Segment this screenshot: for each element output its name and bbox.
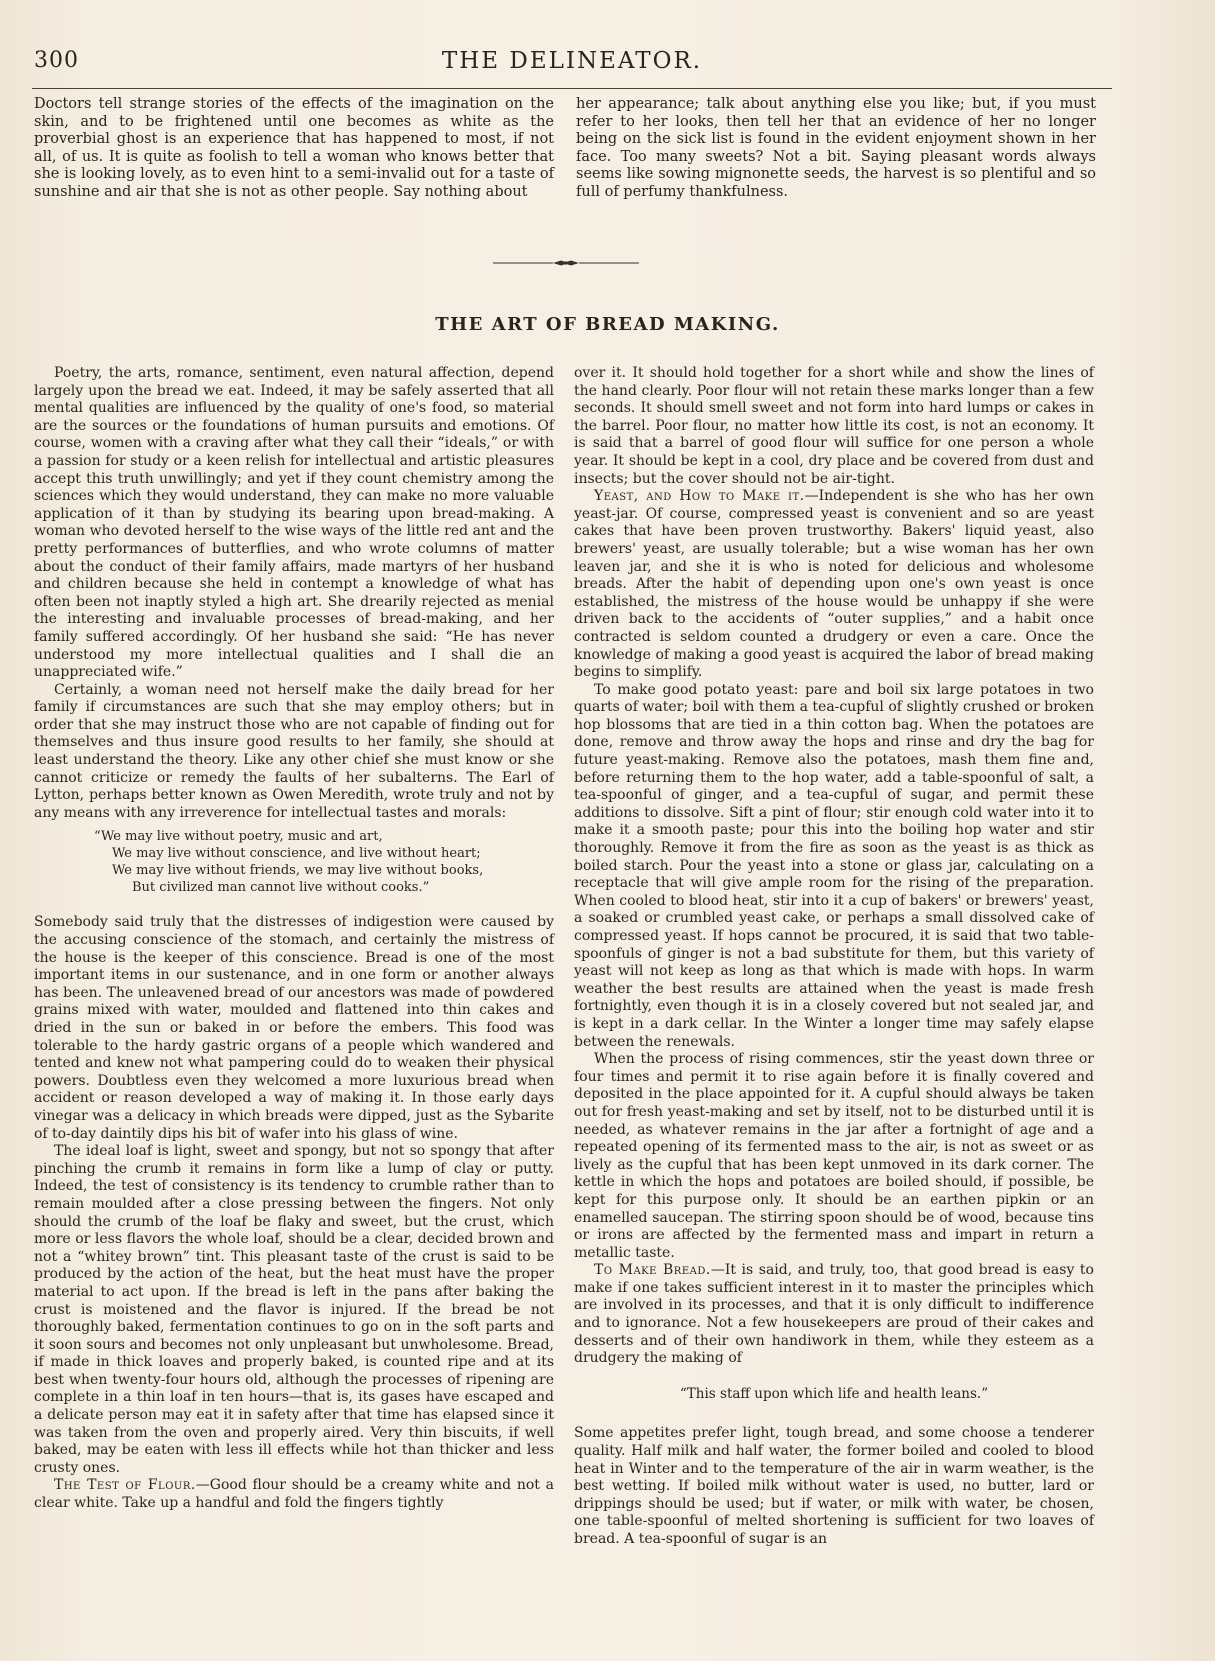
paragraph: To make good potato yeast: pare and boil six large potatoes in two quarts of water; boil with them a tea-cupful of slightly crushed or broken hop blossoms that are tied in a thin cotton bag. When the potatoes are done, remove and throw away the hops and rinse and dry the bag for future yeast-making. Remove also the potatoes, mash them fine and, before returning them to the hop water, add a table-spoonful of salt, a tea-spoonful of ginger, and a tea-cupful of sugar, and permit these additions to dissolve. Sift a pint of flour; stir enough cold water into it to make it a smooth paste; pour this into the boiling hop water and stir thoroughly. Remove it from the fire as soon as the yeast is as thick as boiled starch. Pour the yeast into a stone or glass jar, calculating on a receptacle that will give ample room for the rising of the preparation. When cooled to blood heat, stir into it a cup of bakers' or brewers' yeast, a soaked or crumbled yeast cake, or perhaps a small dissolved cake of compressed yeast. If hops cannot be procured, it is said that two table-spoonfuls of ginger is not a bad substitute for them, but this variety of yeast will not keep as long as that which is made with hops. In warm weather the best results are attained when the yeast is made fresh fortnightly, even though it is in a closely covered but not sealed jar, and is kept in a dark cellar. In the Winter a longer time may safely elapse between the renewals. <box>574 681 1094 1050</box>
poem-quote <box>94 828 554 896</box>
page-header <box>32 48 1112 89</box>
article-left-column <box>34 365 554 1513</box>
paragraph: To Make Bread.—It is said, and truly, too, that good bread is easy to make if one takes sufficient interest in it to master the principles which are involved in its processes, and that it is only difficult to indifference and to ignorance. Not a few housekeepers are proud of their cakes and desserts and of their own handiwork in them, while they esteem as a drudgery the making of <box>574 1262 1094 1367</box>
subsection-heading: To Make Bread. <box>594 1262 711 1279</box>
block-quote: “This staff upon which life and health leans.” <box>679 1385 989 1402</box>
article-title: THE ART OF BREAD MAKING. <box>435 314 780 335</box>
paragraph: over it. It should hold together for a short while and show the lines of the hand clearly. Poor flour will not retain these marks longer than a few seconds. It should smell sweet and not form into hard lumps or cakes in the barrel. Poor flour, no matter how little its cost, is not an economy. It is said that a barrel of good flour will suffice for one person a whole year. It should be kept in a cool, dry place and be covered from dust and insects; but the cover should not be air-tight. <box>574 365 1094 487</box>
paragraph: Somebody said truly that the distresses of indigestion were caused by the accusing conscience of the stomach, and certainly the mistress of the house is the keeper of this conscience. Bread is one of the most important items in our sustenance, and in one form or another always has been. The unleavened bread of our ancestors was made of powdered grains mixed with water, moulded and flattened into thin cakes and dried in the sun or baked in or before the embers. This food was tolerable to the hardy gastric organs of a people which wandered and tented and knew not what pampering could do to weaken their physical powers. Doubtless even they welcomed a more luxurious bread when accident or reason developed a way of making it. In those early days vinegar was a delicacy in which breads were dipped, just as the Sybarite of to-day daintily dips his bit of wafer into his glass of wine. <box>34 914 554 1142</box>
poem-line: “We may live without poetry, music and art, <box>94 829 383 845</box>
top-right-column <box>576 96 1096 202</box>
paragraph: Certainly, a woman need not herself make the daily bread for her family if circumstances are such that she may employ others; but in order that she may instruct those who are not capable of finding out for themselves and thus insure good results to her family, she should at least understand the theory. Like any other chief she must know or she cannot criticize or remedy the faults of her subalterns. The Earl of Lytton, perhaps better known as Owen Meredith, wrote truly and not by any means with any irreverence for intellectual tastes and morals: <box>34 681 554 821</box>
subsection-heading: Yeast, and How to Make it. <box>594 488 805 505</box>
top-left-column <box>34 96 554 202</box>
poem-line: We may live without friends, we may live without books, <box>112 863 484 879</box>
paragraph: Poetry, the arts, romance, sentiment, even natural affection, depend largely upon the bread we eat. Indeed, it may be safely asserted that all mental qualities are influenced by the quality of one's food, so material are the sources or the foundations of human pursuits and emotions. Of course, women with a craving after what they call their “ideals,” or with a passion for study or a keen relish for intellectual and artistic pleasures accept this truth unwillingly; and yet if they count chemistry among the sciences which they would understand, they can make no more valuable application of it than by studying its bearing upon bread-making. A woman who devoted herself to the wise ways of the little red ant and the pretty performances of butterflies, and who wrote columns of matter about the conduct of their family affairs, made martyrs of her husband and children because she held in contempt a knowledge of what has often been not inaptly styled a high art. She drearily rejected as menial the interesting and invaluable processes of bread-making, and her family suffered accordingly. Of her husband she said: “He has never understood my more intellectual qualities and I shall die an unappreciated wife.” <box>34 365 554 681</box>
paragraph: When the process of rising commences, stir the yeast down three or four times and permit it to rise again before it is finally covered and deposited in the place appointed for it. A cupful should always be taken out for fresh yeast-making and set by itself, not to be disturbed until it is needed, as whatever remains in the jar after a fortnight of age and a repeated opening of its fermented mass to the air, is not as sweet or as lively as the cupful that has been kept unmoved in its dark corner. The kettle in which the hops and potatoes are boiled should, if possible, be kept for this purpose only. It should be an earthen pipkin or an enamelled saucepan. The stirring spoon should be of wood, because tins or irons are affected by the fermented mass and impart in return a metallic taste. <box>574 1051 1094 1261</box>
top-right-paragraph: her appearance; talk about anything else you like; but, if you must refer to her looks, then tell her that an evidence of her no longer being on the sick list is found in the evident enjoyment shown in her face. Too many sweets? Not a bit. Saying pleasant words always seems like sowing mignonette seeds, the harvest is so plentiful and so full of perfumy thankfulness. <box>576 96 1096 200</box>
page-number: 300 <box>34 48 79 73</box>
poem-line: But civilized man cannot live without cooks.” <box>132 880 430 896</box>
subsection-heading: The Test of Flour. <box>54 1477 196 1494</box>
top-left-paragraph: Doctors tell strange stories of the effects of the imagination on the skin, and to be frightened until one becomes as white as the proverbial ghost is an experience that has happened to most, if not all, of us. It is quite as foolish to tell a woman who knows better that she is looking lovely, as to even hint to a semi-invalid out for a taste of sunshine and air that she is not as other people. Say nothing about <box>34 96 554 200</box>
section-divider-ornament <box>493 260 639 266</box>
paragraph: The ideal loaf is light, sweet and spongy, but not so spongy that after pinching the crumb it remains in form like a lump of clay or putty. Indeed, the test of consistency is its tendency to crumble rather than to remain moulded after a close pressing between the fingers. Not only should the crumb of the loaf be flaky and sweet, but the crust, which more or less flavors the whole loaf, should be a clear, decided brown and not a “whitey brown” tint. This pleasant taste of the crust is said to be produced by the action of the heat, but the heat must have the proper material to act upon. If the bread is left in the pans after baking the crust is moistened and the flavor is injured. If the bread be not thoroughly baked, fermentation continues to go on in the soft parts and it soon sours and becomes not only unpleasant but unwholesome. Bread, if made in thick loaves and properly baked, is counted ripe and at its best when twenty-four hours old, although the processes of ripening are complete in a thin loaf in ten hours—that is, its gases have escaped and a delicate person may eat it in safety after that time has elapsed since it was taken from the oven and properly aired. Very thin biscuits, if well baked, may be eaten with less ill effects while hot than thicker and less crusty ones. <box>34 1143 554 1476</box>
publication-title: THE DELINEATOR. <box>441 48 703 74</box>
paragraph: Yeast, and How to Make it.—Independent is she who has her own yeast-jar. Of course, compressed yeast is convenient and so are yeast cakes that have been proven trustworthy. Bakers' liquid yeast, also brewers' yeast, are usually tolerable; but a wise woman has her own leaven jar, and she it is who is noted for delicious and wholesome breads. After the habit of depending upon one's own yeast is once established, the mistress of the house would be unhappy if she were driven back to the accidents of “outer supplies,” and a habit once contracted is seldom counted a drudgery or even a care. Once the knowledge of making a good yeast is acquired the labor of bread making begins to simplify. <box>574 488 1094 681</box>
paragraph: The Test of Flour.—Good flour should be a creamy white and not a clear white. Take up a handful and fold the fingers tightly <box>34 1477 554 1512</box>
poem-line: We may live without conscience, and live without heart; <box>112 846 481 862</box>
paragraph: Some appetites prefer light, tough bread, and some choose a tenderer quality. Half milk and half water, the former boiled and cooled to blood heat in Winter and to the temperature of the air in warm weather, is the best wetting. If boiled milk without water is used, no butter, lard or drippings should be used; but if water, or milk with water, be chosen, one table-spoonful of melted shortening is sufficient for two loaves of bread. A tea-spoonful of sugar is an <box>574 1425 1094 1547</box>
article-right-column <box>574 365 1094 1549</box>
